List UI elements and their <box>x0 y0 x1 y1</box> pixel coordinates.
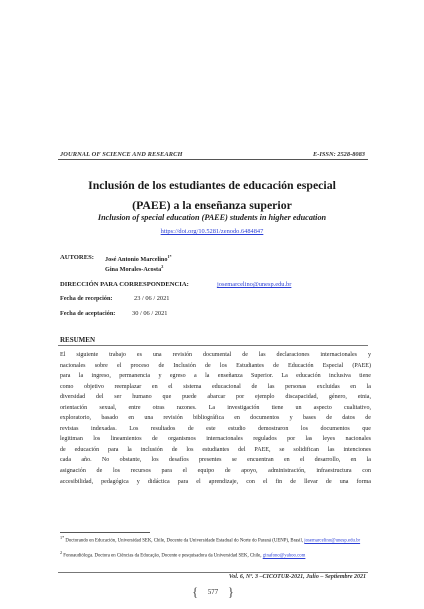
article-title <box>40 175 384 215</box>
footer-divider <box>58 572 368 573</box>
abstract-line: El siguiente trabajo es una revisión documental de las declaraciones internacionales y <box>60 352 371 358</box>
doi-link[interactable]: https://doi.org/10.5281/zenodo.6484847 <box>160 228 264 235</box>
author-2 <box>105 264 163 273</box>
header-divider <box>58 159 368 160</box>
article-subtitle: Inclusion of special education (PAEE) students in higher education <box>97 213 327 222</box>
author-2-mark: 2 <box>161 264 164 269</box>
footnote-1 <box>60 535 372 545</box>
footnote-2-email-link[interactable]: ginafono@yahoo.com <box>262 553 306 559</box>
abstract-line: diversidad del ser humano que puede abarcar por ejemplo discapacidad, género, etnia, <box>60 394 371 401</box>
footnote-2-text: Fonoaudióloga. Doctora en Ciências da Educação, Docente e pesquisadora da Universidad SEK, Chile, <box>63 553 263 559</box>
resumen-divider <box>58 345 368 346</box>
abstract-line: orientación sexual, entre otras razones. La investigación tiene un aspecto cualitativo, <box>60 404 371 411</box>
left-brace-icon: { <box>192 584 199 599</box>
footnote-2-mark: 2 <box>60 550 63 555</box>
right-brace-icon: } <box>227 584 234 599</box>
authors-label: AUTORES: <box>60 254 94 261</box>
abstract-line: nacionales sobre el proceso de Inclusión de los Estudiantes de Educación Especial (PAEE) <box>60 362 371 369</box>
abstract-body <box>60 350 371 487</box>
abstract-line: accesibilidad, pedagógica y didáctica para el aprendizaje, con el fin de llevar de una forma <box>60 478 371 485</box>
footnote-1-text: Doctorando en Educación, Universidad SEK, Chile, Docente da Universidade Estadual do Norte do Paraná (UENP), Brasil, <box>65 538 305 544</box>
footnote-1-email-link[interactable]: josemarcelino@unesp.edu.br <box>304 538 361 544</box>
abstract-line: para la ingreso, permanencia y egreso a la enseñanza Superior. La educación inclusiva tiene <box>60 373 371 380</box>
footnote-1-mark: 1* <box>60 535 65 540</box>
abstract-line: cada año. No obstante, los desafíos presentes se encuentran en el desarrollo, en la <box>60 457 371 464</box>
footnote-2 <box>60 550 372 560</box>
author-2-name: Gina Morales-Acosta <box>105 266 162 274</box>
journal-issn: E-ISSN: 2528-8083 <box>312 151 365 158</box>
acceptance-date-label: Fecha de aceptación: <box>60 310 116 317</box>
resumen-heading: RESUMEN <box>60 336 96 344</box>
reception-date-value: 23 / 06 / 2021 <box>134 295 170 302</box>
abstract-line: como objetivo reemplazar en el sistema educacional de las personas excluidas en la <box>60 383 371 390</box>
abstract-line: revistas indexadas. Los resultados de este estudio demostraron los documentos que <box>60 425 371 432</box>
author-1-mark: 1* <box>167 254 172 259</box>
abstract-line: exploratorio, basado en una revisión bibliográfica en documentos y bases de datos de <box>60 415 371 422</box>
abstract-line: legitiman los lineamientos de organismos internacionales regulados por las leyes nacionales <box>60 436 371 443</box>
issue-info: Vol. 6, Nº. 3 –CICOTUR-2021, Julio – Septiembre 2021 <box>228 574 366 580</box>
article-title-line-1: Inclusión de los estudiantes de educación especial <box>88 178 336 192</box>
author-1-name: José Antonio Marcelino <box>105 256 168 264</box>
page-number-box <box>192 584 234 599</box>
footnote-divider <box>60 532 150 533</box>
journal-name: JOURNAL OF SCIENCE AND RESEARCH <box>60 151 183 158</box>
page-number: 577 <box>207 589 219 596</box>
correspondence-label: DIRECCIÓN PARA CORRESPONDENCIA: <box>60 281 189 288</box>
abstract-line: de educación para la inclusión de los estudiantes del PAEE, se solidifican las intenciones <box>60 446 371 453</box>
acceptance-date-value: 30 / 06 / 2021 <box>132 310 168 317</box>
author-1 <box>105 254 172 263</box>
abstract-line: asignación de los recursos para el equipo de apoyo, administración, infraestructura con <box>60 468 371 475</box>
article-title-line-2: (PAEE) a la enseñanza superior <box>132 198 292 212</box>
reception-date-label: Fecha de recepción: <box>60 295 113 302</box>
correspondence-email-link[interactable]: josemarcelino@unesp.edu.br <box>217 281 292 288</box>
